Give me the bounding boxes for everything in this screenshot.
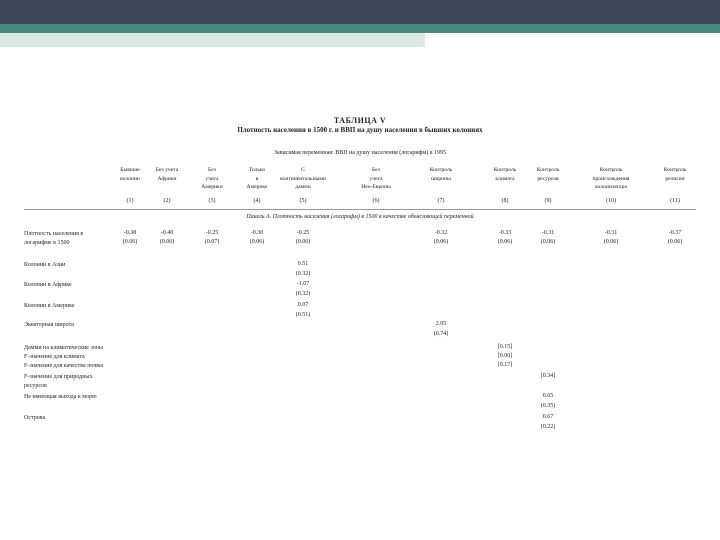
table-cell: [0.34] [540,373,556,379]
column-number: (8) [501,198,509,204]
table-cell: -0.31 [604,230,618,236]
table-cell: (0.06) [249,239,265,245]
row-label: Не имеющая выхода к морю [24,394,97,400]
table-cell: (0.32) [295,271,311,277]
column-header: Бывшие колонии [120,167,140,182]
column-number: (1) [126,198,134,204]
table-cell: (0.06) [603,239,619,245]
header-light-bar [0,33,425,47]
table-cell: (0.74) [433,331,449,337]
column-number: (5) [299,198,307,204]
table-cell: (0.06) [122,239,138,245]
panel-title: Панель А. Плотность населения (логарифм) в 1500 в качестве объясняющей переменной [246,214,474,220]
column-header: Без учета Нео-Европы [361,167,391,190]
row-label: Колонии в Африке [24,282,72,288]
table-cell: -0.40 [160,230,174,236]
column-number: (10) [606,198,616,204]
row-label: Плотность населения в логарифме в 1500 [24,231,84,246]
table-cell: (0.06) [497,239,513,245]
dependent-variable-label: Зависимая переменная: ВВП на душу населения (логарифм) в 1995 [273,150,447,156]
table-cell: 0.51 [297,261,309,267]
table-cell: -0.32 [434,230,448,236]
row-label: Дамми на климатические зоны [24,345,104,351]
header-rule [24,209,696,210]
column-header: Контроль ресурсов [536,167,560,182]
column-number: (9) [544,198,552,204]
table-cell: -0.25 [296,230,310,236]
table-cell: (0.06) [159,239,175,245]
table-cell: 2.05 [435,321,447,327]
table-subtitle: Плотность населения в 1500 г. и ВВП на душу населения в бывших колониях [237,126,483,134]
table-cell: [0.00] [497,353,513,359]
table-cell: 0.67 [542,414,554,420]
table-cell: -0.38 [123,230,137,236]
row-label: F-значение для качества почвы [24,363,104,369]
table-cell: (0.35) [540,403,556,409]
column-number: (2) [163,198,171,204]
table-cell: (0.06) [295,239,311,245]
row-label: Острова [24,415,46,421]
header-dark-bar [0,0,720,24]
row-label: F-значение для климата [24,354,85,360]
column-header: Контроль климата [493,167,517,182]
column-header: Контроль ширины [429,167,453,182]
column-header: С континентальными дамми [280,167,326,190]
column-header: Контроль происхождения колонизатора [592,167,630,190]
table-cell: -0.30 [250,230,264,236]
row-label: Экваторная широта [24,322,74,328]
table-cell: -0.25 [205,230,219,236]
table-cell: 0.65 [542,393,554,399]
header-teal-bar [0,24,720,33]
table-title: ТАБЛИЦА V [333,116,387,125]
row-label: Колонии в Азии [24,262,66,268]
table-cell: -0.37 [668,230,682,236]
table-cell: -0.33 [498,230,512,236]
column-number: (11) [670,198,680,204]
column-header: Без учета Америки [201,167,223,190]
table-cell: (0.06) [667,239,683,245]
table-cell: -1.07 [296,281,310,287]
table-cell: (0.51) [295,312,311,318]
column-header: Только в Америке [246,167,268,190]
column-header: Без учета Африки [155,167,179,182]
table-cell: [0.17] [497,362,513,368]
column-number: (3) [208,198,216,204]
column-number: (6) [372,198,380,204]
table-cell: (0.06) [433,239,449,245]
table-cell: -0.31 [541,230,555,236]
table-cell: 0.07 [297,302,309,308]
table-cell: (0.07) [204,239,220,245]
table-cell: (0.22) [540,424,556,430]
row-label: Колонии в Америке [24,303,75,309]
column-number: (7) [437,198,445,204]
table-cell: (0.06) [540,239,556,245]
table-cell: [0.15] [497,344,513,350]
table-cell: (0.32) [295,291,311,297]
column-number: (4) [253,198,261,204]
column-header: Контроль религии [663,167,687,182]
row-label: F-значение для природных ресурсов [24,374,93,389]
